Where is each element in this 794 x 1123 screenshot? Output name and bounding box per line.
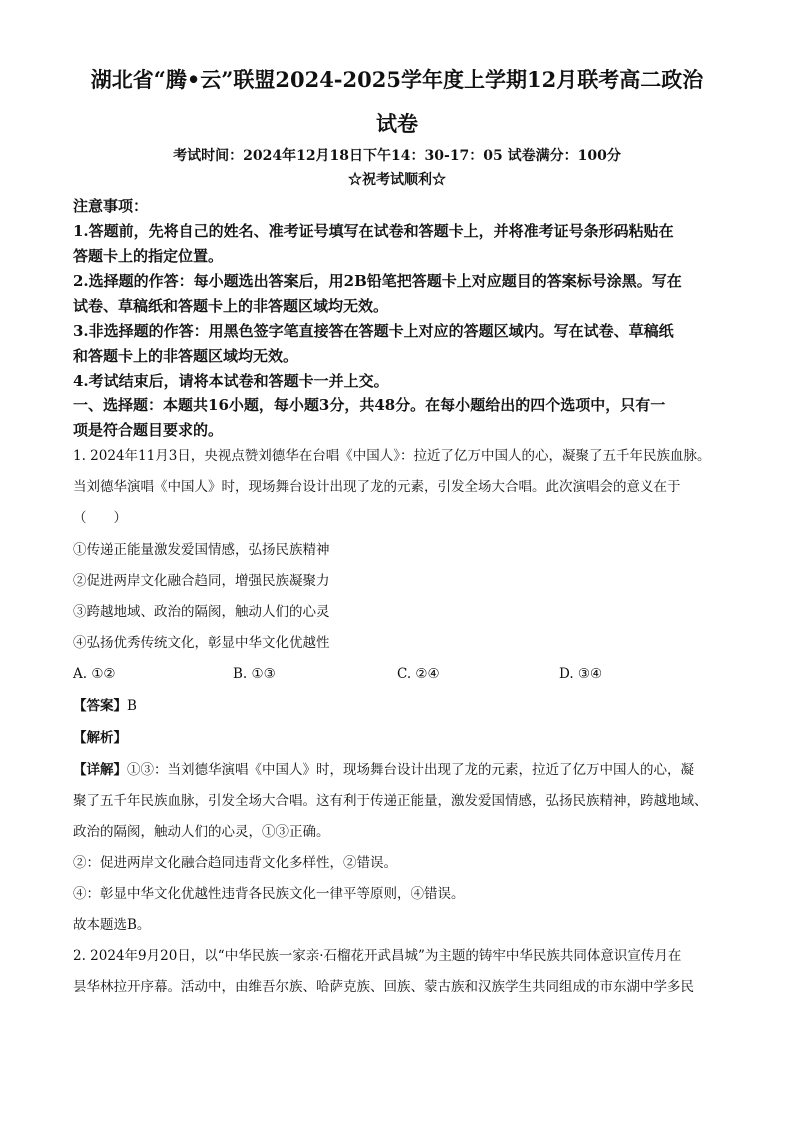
analysis-tag: 【解析】	[73, 730, 127, 746]
q2-stem-line: 昙华林拉开序幕。活动中，由维吾尔族、哈萨克族、回族、蒙古族和汉族学生共同组成的市东湖中学多民	[73, 979, 694, 995]
answer-value: B	[127, 698, 137, 714]
q1-detail-line: ②：促进两岸文化融合趋同违背文化多样性，②错误。	[73, 855, 397, 871]
exam-time-info: 考试时间：2024年12月18日下午14：30-17：05 试卷满分：100分	[173, 148, 621, 164]
section-heading-cont: 项是符合题目要求的。	[73, 421, 224, 439]
q1-option-b: B. ①③	[233, 666, 276, 682]
q1-detail-line: 聚了五千年民族血脉，引发全场大合唱。这有利于传递正能量，激发爱国情感，弘扬民族精神，跨越地域、	[73, 793, 708, 809]
good-luck-wish: ☆祝考试顺利☆	[348, 172, 446, 188]
q1-statement: ②促进两岸文化融合趋同，增强民族凝聚力	[73, 573, 330, 589]
q1-conclusion: 故本题选B。	[73, 917, 151, 933]
q1-detail-line: 政治的隔阂，触动人们的心灵，①③正确。	[73, 824, 330, 840]
q1-option-c: C. ②④	[397, 666, 440, 682]
q1-stem-line: 当刘德华演唱《中国人》时，现场舞台设计出现了龙的元素，引发全场大合唱。此次演唱会的意义在于	[73, 479, 681, 495]
note-line: 2.选择题的作答：每小题选出答案后，用2B铅笔把答题卡上对应题目的答案标号涂黑。写在	[73, 272, 682, 290]
answer-tag: 【答案】	[73, 698, 127, 714]
exam-title-line-1: 湖北省“腾•云”联盟2024-2025学年度上学期12月联考高二政治	[90, 67, 704, 92]
section-heading: 一、选择题：本题共16小题，每小题3分，共48分。在每小题给出的四个选项中，只有一	[73, 396, 666, 414]
q1-statement: ④弘扬优秀传统文化，彰显中华文化优越性	[73, 635, 330, 651]
note-line: 4.考试结束后，请将本试卷和答题卡一并上交。	[73, 372, 389, 390]
notes-heading: 注意事项：	[73, 197, 149, 215]
q1-detail-line: ④：彰显中华文化优越性违背各民族文化一律平等原则，④错误。	[73, 886, 465, 902]
q1-option-d: D. ③④	[559, 666, 603, 682]
detail-text: ①③：当刘德华演唱《中国人》时，现场舞台设计出现了龙的元素，拉近了亿万中国人的心，凝	[127, 762, 694, 778]
q1-answer	[73, 696, 733, 716]
note-line: 试卷、草稿纸和答题卡上的非答题区域均无效。	[73, 297, 389, 315]
note-line: 答题卡上的指定位置。	[73, 247, 224, 265]
q1-stem-line: 1. 2024年11月3日，央视点赞刘德华在台唱《中国人》：拉近了亿万中国人的心，凝聚了五千年民族血脉。	[73, 448, 711, 464]
q1-statement: ①传递正能量激发爱国情感，弘扬民族精神	[73, 542, 330, 558]
q1-statement: ③跨越地域、政治的隔阂，触动人们的心灵	[73, 604, 330, 620]
q2-stem-line: 2. 2024年9月20日，以“中华民族一家亲·石榴花开武昌城”为主题的铸牢中华民族共同体意识宣传月在	[73, 948, 682, 964]
detail-tag: 【详解】	[73, 762, 127, 778]
note-line: 和答题卡上的非答题区域均无效。	[73, 347, 299, 365]
exam-title-line-2: 试卷	[376, 111, 418, 136]
q1-detail-line	[73, 760, 733, 780]
q1-analysis-tag	[73, 728, 733, 748]
q1-option-a: A. ①②	[73, 666, 116, 682]
q1-answer-blank: （ ）	[73, 510, 127, 526]
note-line: 3.非选择题的作答：用黑色签字笔直接答在答题卡上对应的答题区域内。写在试卷、草稿纸	[73, 322, 674, 340]
note-line: 1.答题前，先将自己的姓名、准考证号填写在试卷和答题卡上，并将准考证号条形码粘贴在	[73, 222, 674, 240]
